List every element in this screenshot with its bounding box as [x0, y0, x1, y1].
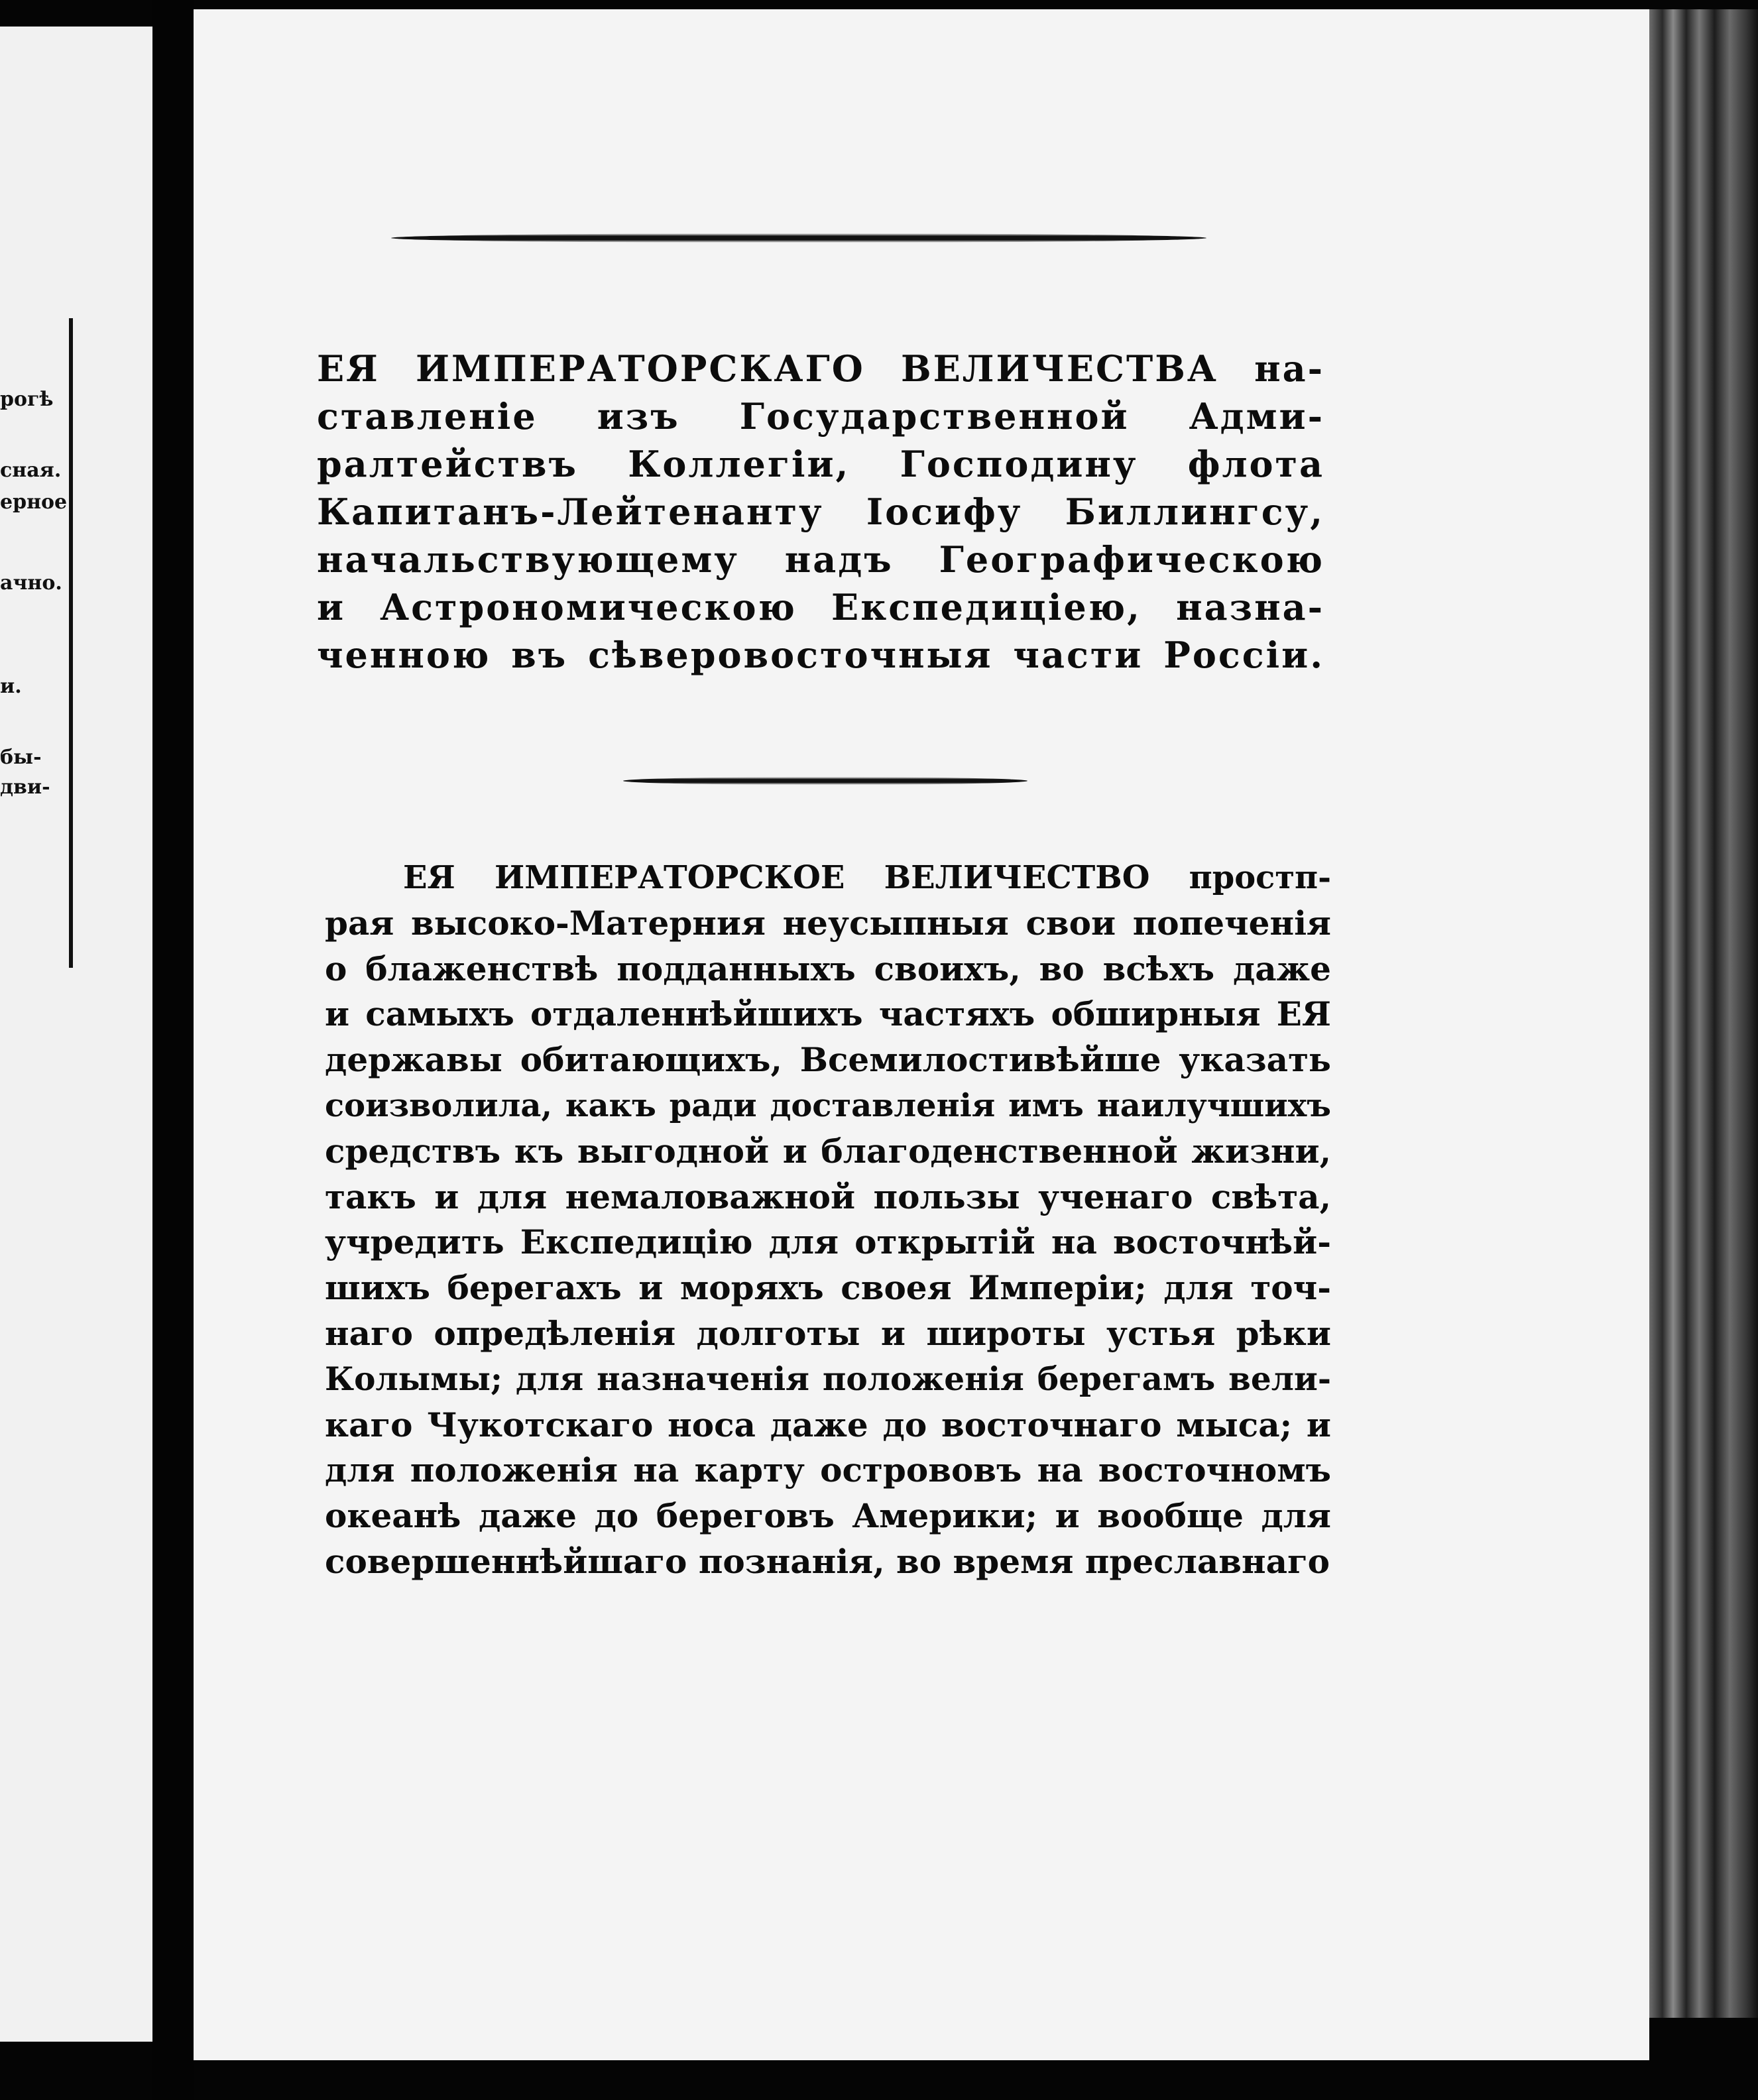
body-paragraph	[325, 855, 1331, 1585]
heading-line: Капитанъ-Лейтенанту Іосифу Биллингсу,	[317, 491, 1324, 533]
body-line: о блаженствѣ подданныхъ своихъ, во всѣхъ даже	[325, 949, 1331, 988]
body-line: и самыхъ отдаленнѣйшихъ частяхъ обширныя ЕЯ	[325, 994, 1331, 1034]
heading-line: ЕЯ ИМПЕРАТОРСКАГО ВЕЛИЧЕСТВА на-	[317, 347, 1324, 390]
body-line: ЕЯ ИМПЕРАТОРСКОЕ ВЕЛИЧЕСТВО простп-	[403, 859, 1331, 896]
body-line: каго Чукотскаго носа даже до восточнаго мыса; и	[325, 1405, 1331, 1444]
left-page-text-fragments	[0, 27, 152, 2042]
page-edges	[1649, 9, 1758, 2018]
body-line: средствъ къ выгодной и благоденственной жизни,	[325, 1131, 1331, 1171]
body-line: шихъ берегахъ и моряхъ своея Имперіи; для точ-	[325, 1268, 1331, 1308]
heading-line: ченною въ сѣверовосточныя части Россіи.	[317, 634, 1324, 676]
document-heading	[317, 345, 1324, 679]
left-snippet: дви-	[0, 776, 50, 799]
top-ornamental-rule	[391, 233, 1206, 243]
body-line: рая высоко-Матерния неусыпныя свои попеченія	[325, 903, 1331, 943]
body-line: Колымы; для назначенія положенія берегамъ вели-	[325, 1360, 1331, 1398]
heading-line: начальствующему надъ Географическою	[317, 538, 1324, 581]
heading-line: ставленіе изъ Государственной Адми-	[317, 395, 1324, 438]
body-line: наго опредѣленія долготы и широты устья рѣки	[325, 1313, 1331, 1353]
book-gutter	[152, 0, 194, 2100]
middle-ornamental-rule	[623, 777, 1027, 785]
left-facing-page	[0, 27, 152, 2042]
body-line: соизволила, какъ ради доставленія имъ наилучшихъ	[325, 1086, 1331, 1124]
body-line: океанѣ даже до береговъ Америки; и вообще для	[325, 1496, 1331, 1536]
left-snippet: и.	[0, 675, 22, 698]
body-line: учредить Експедицію для открытій на восточнѣй-	[325, 1222, 1331, 1262]
left-snippet: бы-	[0, 746, 42, 769]
body-line: для положенія на карту острововъ на восточномъ	[325, 1450, 1331, 1490]
body-line: державы обитающихъ, Всемилостивѣйше указать	[325, 1040, 1331, 1080]
left-snippet: ачно.	[0, 571, 62, 595]
left-snippet: ерное	[0, 491, 68, 514]
body-line: совершеннѣйшаго познанія, во время преславнаго	[325, 1541, 1330, 1581]
left-snippet: сная.	[0, 459, 62, 482]
left-snippet: рогѣ	[0, 388, 54, 411]
heading-line: ралтействъ Коллегіи, Господину флота	[317, 443, 1324, 485]
body-line: такъ и для немаловажной пользы ученаго свѣта,	[325, 1177, 1331, 1216]
heading-line: и Астрономическою Експедиціею, назна-	[317, 586, 1324, 628]
